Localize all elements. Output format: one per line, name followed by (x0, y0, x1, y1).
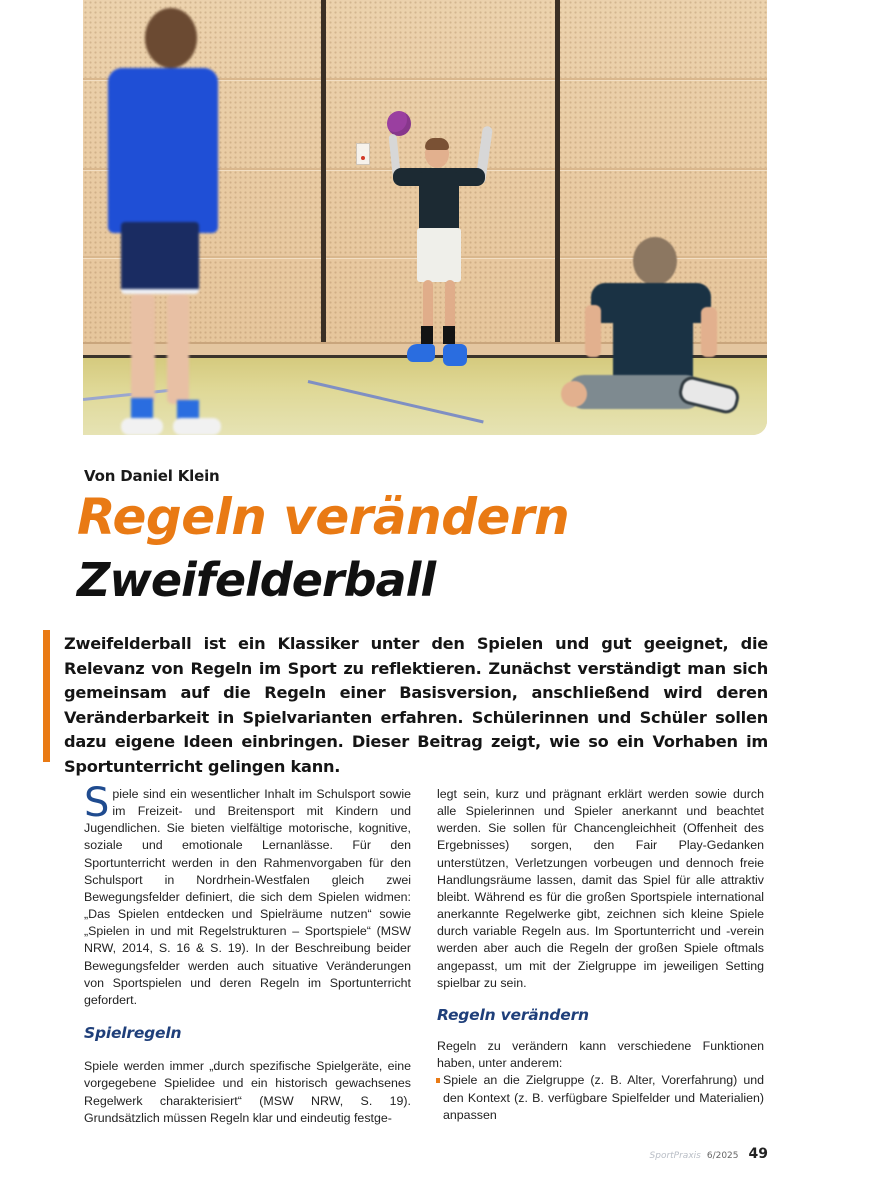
issue-number: 6/2025 (706, 1151, 739, 1161)
function-list (437, 1072, 764, 1123)
child-with-ball (383, 100, 503, 370)
dropcap: S (84, 780, 110, 826)
section2-intro: Regeln zu verändern kann verschiedene Funktionen haben, unter anderem: (437, 1039, 764, 1071)
intro-text: piele sind ein wesentlicher Inhalt im Schulsport sowie im Freizeit- und Breitensport mit Kindern und Jugendlichen. Sie bieten vielfältige motorische, kognitive, soziale und emotionale Lernanlässe. Für den Sportunterricht werden in den Rahmenvorgaben für den Schulsport in Nordrhein-Westfalen gleich zwei Bewegungsfelder definiert, die sich dem Spielen widmen: „Das Spielen entdecken und Spielräume nutzen“ sowie „Spielen in und mit Regelstrukturen – Sportspiele“ (MSW NRW, 2014, S. 16 & S. 19). In der Beschreibung beider Bewegungsfelder werden auch situative Veränderungen von Sportspielen und deren Regeln im Sportunterricht gefordert. (84, 787, 411, 1007)
section1-paragraph-col1: Spiele werden immer „durch spezifische Spielgeräte, eine vorgegebene Spielidee und ein historisch gewachsenes Regelwerk charakterisiert“ (MSW NRW, S. 19). Grundsätzlich müssen Regeln klar und eindeutig festge- (84, 1059, 411, 1125)
body-column-left (84, 780, 411, 1127)
hero-photo (83, 0, 767, 435)
list-item: Spiele an die Zielgruppe (z. B. Alter, Vorerfahrung) und den Kontext (z. B. verfügbare Spielfelder und Materialien) anpassen (437, 1072, 764, 1123)
wall-panel-divider (555, 0, 560, 358)
article-title: Regeln verändern (77, 488, 570, 546)
child-sitting (561, 235, 751, 415)
body-column-right (437, 786, 764, 1124)
child-foreground-blue (103, 0, 223, 435)
wall-panel-divider (321, 0, 326, 358)
lead-accent-bar (43, 630, 50, 762)
ball (387, 111, 411, 136)
wall-socket (356, 143, 370, 165)
page-number: 49 (748, 1146, 768, 1162)
magazine-name: SportPraxis (649, 1151, 701, 1161)
page-footer (650, 1146, 768, 1162)
author-byline: Von Daniel Klein (84, 467, 220, 485)
lead-paragraph: Zweifelderball ist ein Klassiker unter den Spielen und gut geeignet, die Relevanz von Regeln im Sport zu reflektieren. Zunächst verständigt man sich gemeinsam auf die Regeln einer Basisversion, anschließend wird deren Veränderbarkeit in Spielvarianten erfahren. Schülerinnen und Schüler sollen dazu eigene Ideen einbringen. Dieser Beitrag zeigt, wie so ein Vorhaben im Sportunterricht gelingen kann. (64, 634, 768, 776)
section1-paragraph-col2: legt sein, kurz und prägnant erklärt werden sowie durch alle Spielerinnen und Spieler anerkannt und beachtet werden. Sie sollen für Chancengleichheit (Offenheit des Ergebnisses) sorgen, den Fair Play-Gedanken unterstützen, Verletzungen vorbeugen und dennoch freie Handlungsräume lassen, damit das Spiel für alle attraktiv bleibt. Während es für die großen Sportspiele international anerkannte Regelwerke gibt, zeichnen sich kleine Spiele durch variable Regeln aus. Im Sportunterricht und -verein werden aber auch die Regeln der großen Spiele oftmals angepasst, um mit der Zielgruppe im jeweiligen Setting spielbar zu sein. (437, 787, 764, 990)
intro-paragraph (84, 780, 411, 1009)
section-heading-spielregeln: Spielregeln (84, 1024, 182, 1043)
article-subtitle: Zweifelderball (77, 553, 436, 607)
section-heading-regeln-veraendern: Regeln verändern (437, 1005, 589, 1024)
court-line (308, 380, 484, 423)
